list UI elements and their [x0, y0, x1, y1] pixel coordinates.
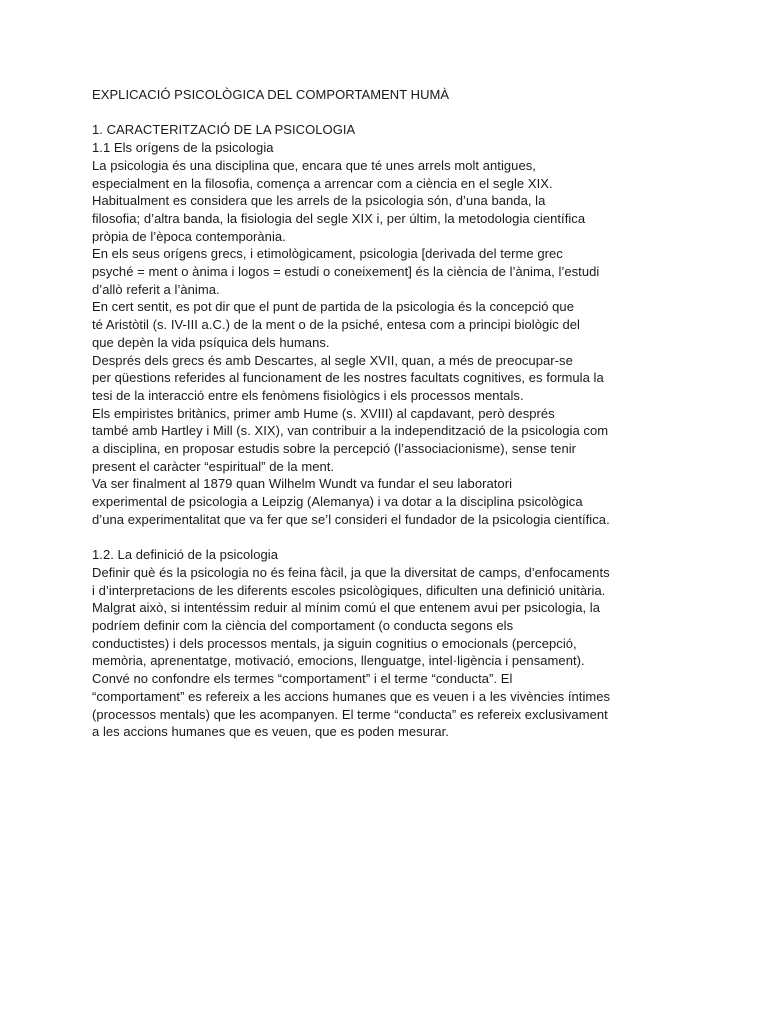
document-page — [92, 86, 732, 741]
body-line: (processos mentals) que les acompanyen. El terme “conducta” es refereix exclusivament — [92, 706, 608, 722]
body-line: Malgrat això, si intentéssim reduir al mínim comú el que entenem avui per psicologia, la — [92, 600, 601, 616]
section-1-2-body — [92, 564, 732, 741]
body-line: pròpia de l’època contemporània. — [92, 228, 286, 244]
body-line: Definir què és la psicologia no és feina fàcil, ja que la diversitat de camps, d’enfocaments — [92, 564, 610, 580]
body-line: tesi de la interacció entre els fenòmens fisiològics i els processos mentals. — [92, 387, 524, 403]
body-line: a les accions humanes que es veuen, que es poden mesurar. — [92, 724, 449, 740]
body-line: Després dels grecs és amb Descartes, al segle XVII, quan, a més de preocupar-se — [92, 352, 573, 368]
body-line: Habitualment es considera que les arrels de la psicologia són, d’una banda, la — [92, 193, 546, 209]
body-line: i d’interpretacions de les diferents escoles psicològiques, dificulten una definició unitària. — [92, 582, 606, 598]
document-title: EXPLICACIÓ PSICOLÒGICA DEL COMPORTAMENT HUMÀ — [92, 87, 450, 102]
body-line: per qüestions referides al funcionament de les nostres facultats cognitives, es formula la — [92, 370, 604, 386]
body-line: Va ser finalment al 1879 quan Wilhelm Wundt va fundar el seu laboratori — [92, 476, 513, 492]
body-line: present el caràcter “espiritual” de la ment. — [92, 458, 335, 474]
body-line: podríem definir com la ciència del comportament (o conducta segons els — [92, 618, 514, 634]
body-line: també amb Hartley i Mill (s. XIX), van contribuir a la independització de la psicologia com — [92, 423, 609, 439]
body-line: a disciplina, en proposar estudis sobre la percepció (l’associacionisme), sense tenir — [92, 441, 577, 457]
body-line: especialment en la filosofia, comença a arrencar com a ciència en el segle XIX. — [92, 175, 553, 191]
body-line: psyché = ment o ànima i logos = estudi o coneixement] és la ciència de l’ànima, l’estudi — [92, 264, 600, 280]
body-line: d’allò referit a l’ànima. — [92, 281, 220, 297]
body-line: “comportament” es refereix a les accions humanes que es veuen i a les vivències íntimes — [92, 688, 611, 704]
body-line: conductistes) i dels processos mentals, ja siguin cognitius o emocionals (percepció, — [92, 635, 577, 651]
body-line: memòria, aprenentatge, motivació, emocions, llenguatge, intel·ligència i pensament). — [92, 653, 585, 669]
section-1-1-body — [92, 157, 732, 529]
body-line: filosofia; d’altra banda, la fisiologia del segle XIX i, per últim, la metodologia científica — [92, 210, 586, 226]
spacer — [92, 529, 732, 547]
body-line: d’una experimentalitat que va fer que se’l consideri el fundador de la psicologia científica. — [92, 511, 610, 527]
body-line: té Aristòtil (s. IV-III a.C.) de la ment o de la psiché, entesa com a principi biològic del — [92, 317, 580, 333]
body-line: Els empiristes britànics, primer amb Hume (s. XVIII) al capdavant, però després — [92, 405, 555, 421]
section-1-heading: 1. CARACTERITZACIÓ DE LA PSICOLOGIA — [92, 122, 356, 138]
body-line: que depèn la vida psíquica dels humans. — [92, 334, 330, 350]
section-1-2-subheading: 1.2. La definició de la psicologia — [92, 547, 278, 563]
body-line: experimental de psicologia a Leipzig (Alemanya) i va dotar a la disciplina psicològica — [92, 494, 583, 510]
body-line: En cert sentit, es pot dir que el punt de partida de la psicologia és la concepció que — [92, 299, 574, 315]
body-line: En els seus orígens grecs, i etimològicament, psicologia [derivada del terme grec — [92, 246, 563, 262]
spacer — [92, 104, 732, 122]
section-1-1-subheading: 1.1 Els orígens de la psicologia — [92, 140, 274, 156]
body-line: Convé no confondre els termes “comportament” i el terme “conducta”. El — [92, 671, 513, 687]
body-line: La psicologia és una disciplina que, encara que té unes arrels molt antigues, — [92, 157, 536, 173]
